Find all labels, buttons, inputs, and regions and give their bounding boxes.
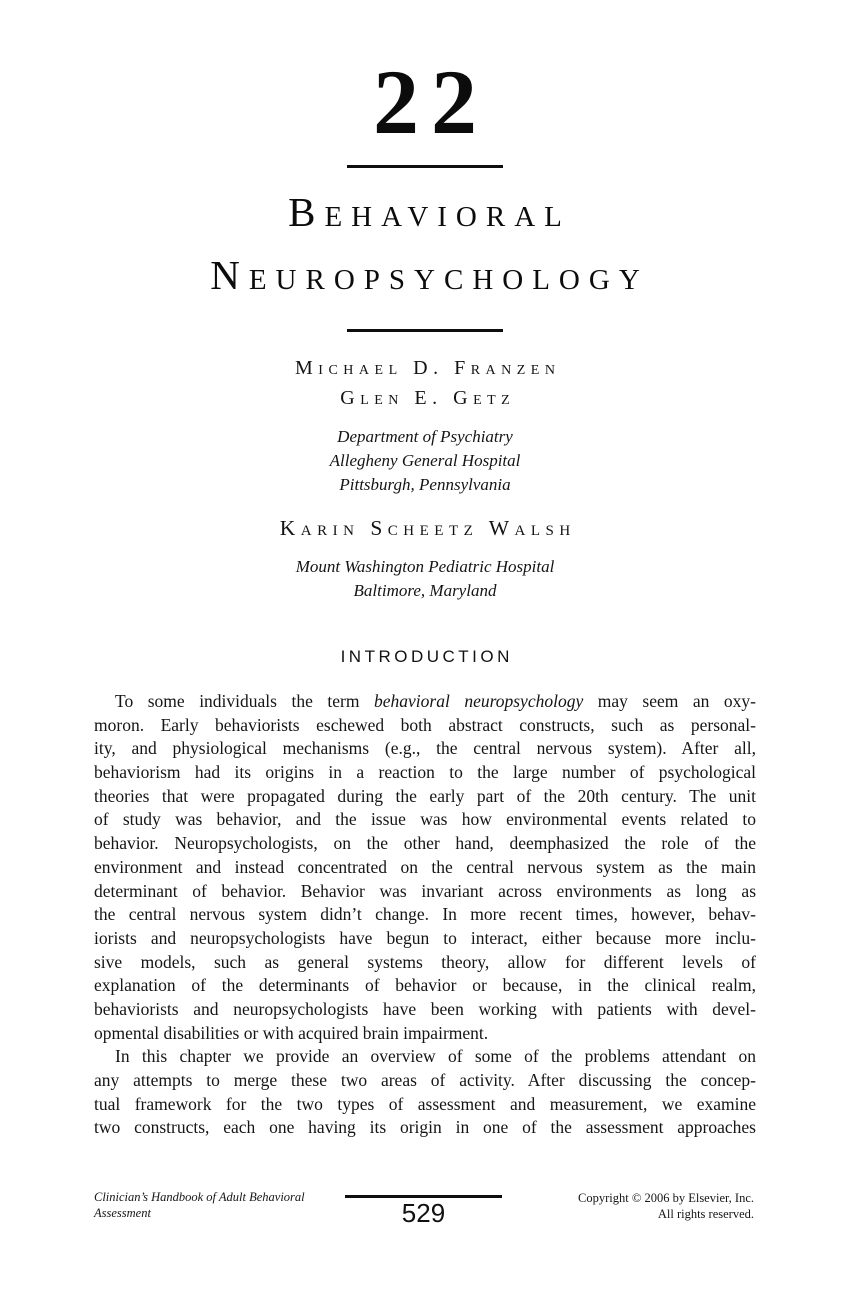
footer-book-title	[94, 1189, 344, 1221]
author-name-walsh: Karin Scheetz Walsh	[279, 516, 576, 540]
chapter-title-line2: Neuropsychology	[210, 252, 649, 298]
affiliation-line: Allegheny General Hospital	[329, 451, 521, 470]
page-number: 529	[401, 1198, 446, 1228]
body-text-line: opmental disabilities or with acquired brain impairment.	[94, 1022, 489, 1043]
body-text-line: theories that were propagated during the early part of the 20th century. The unit	[94, 785, 756, 806]
body-text-line: In this chapter we provide an overview of some of the problems attendant on	[115, 1046, 756, 1067]
body-text	[94, 690, 756, 1140]
chapter-title-line1: Behavioral	[288, 189, 571, 235]
body-text-line: determinant of behavior. Behavior was invariant across environments as long as	[94, 880, 756, 901]
section-heading-introduction: INTRODUCTION	[340, 647, 513, 666]
affiliation-line: Pittsburgh, Pennsylvania	[339, 475, 511, 494]
footer-copyright-line1: Copyright © 2006 by Elsevier, Inc.	[578, 1191, 754, 1205]
footer-book-title-line1: Clinician’s Handbook of Adult Behavioral	[94, 1190, 305, 1204]
body-text-italic-term: behavioral neuropsychology	[373, 691, 584, 711]
body-text-segment: To some individuals the term	[115, 691, 374, 711]
affiliation-line: Department of Psychiatry	[337, 427, 513, 446]
title-rule-top	[347, 165, 503, 168]
footer-copyright-line2: All rights reserved.	[657, 1207, 754, 1221]
body-text-line: behaviorists and neuropsychologists have been working with patients with devel-	[94, 998, 756, 1019]
body-text-line: of study was behavior, and the issue was how environmental events related to	[94, 809, 756, 830]
body-text-line: behavior. Neuropsychologists, on the other hand, deemphasized the role of the	[94, 833, 756, 854]
body-text-line: any attempts to merge these two areas of activity. After discussing the concep-	[94, 1070, 756, 1090]
affiliation-line: Mount Washington Pediatric Hospital	[295, 557, 555, 576]
chapter-number: 22	[373, 51, 489, 153]
body-text-line: behaviorism had its origins in a reaction to the large number of psychological	[94, 762, 756, 783]
body-text-line: sive models, such as general systems theory, allow for different levels of	[94, 951, 756, 972]
body-text-line: tual framework for the two types of assessment and measurement, we examine	[94, 1093, 756, 1114]
body-text-line: moron. Early behaviorists eschewed both abstract constructs, such as personal-	[94, 714, 756, 735]
body-text-line: the central nervous system didn’t change. In more recent times, however, behav-	[94, 904, 756, 925]
footer-book-title-line2: Assessment	[94, 1206, 151, 1220]
title-rule-bottom	[347, 329, 503, 332]
body-text-line	[94, 690, 756, 714]
body-text-line: environment and instead concentrated on the central nervous system as the main	[94, 856, 756, 877]
body-text-line: iorists and neuropsychologists have begun to interact, either because more inclu-	[94, 927, 756, 948]
body-text-line: two constructs, each one having its origin in one of the assessment approaches	[94, 1117, 756, 1138]
affiliation-line: Baltimore, Maryland	[353, 581, 497, 600]
body-text-line: explanation of the determinants of behavior or because, in the clinical realm,	[94, 975, 756, 996]
affiliation-allegheny	[0, 425, 850, 497]
affiliation-mount-washington	[0, 555, 850, 603]
body-text-segment: may seem an oxy-	[583, 691, 756, 711]
author-name-franzen: Michael D. Franzen	[295, 357, 561, 379]
author-name-getz: Glen E. Getz	[340, 387, 516, 409]
body-text-line: ity, and physiological mechanisms (e.g., the central nervous system). After all,	[94, 738, 756, 759]
footer-copyright	[494, 1190, 754, 1222]
